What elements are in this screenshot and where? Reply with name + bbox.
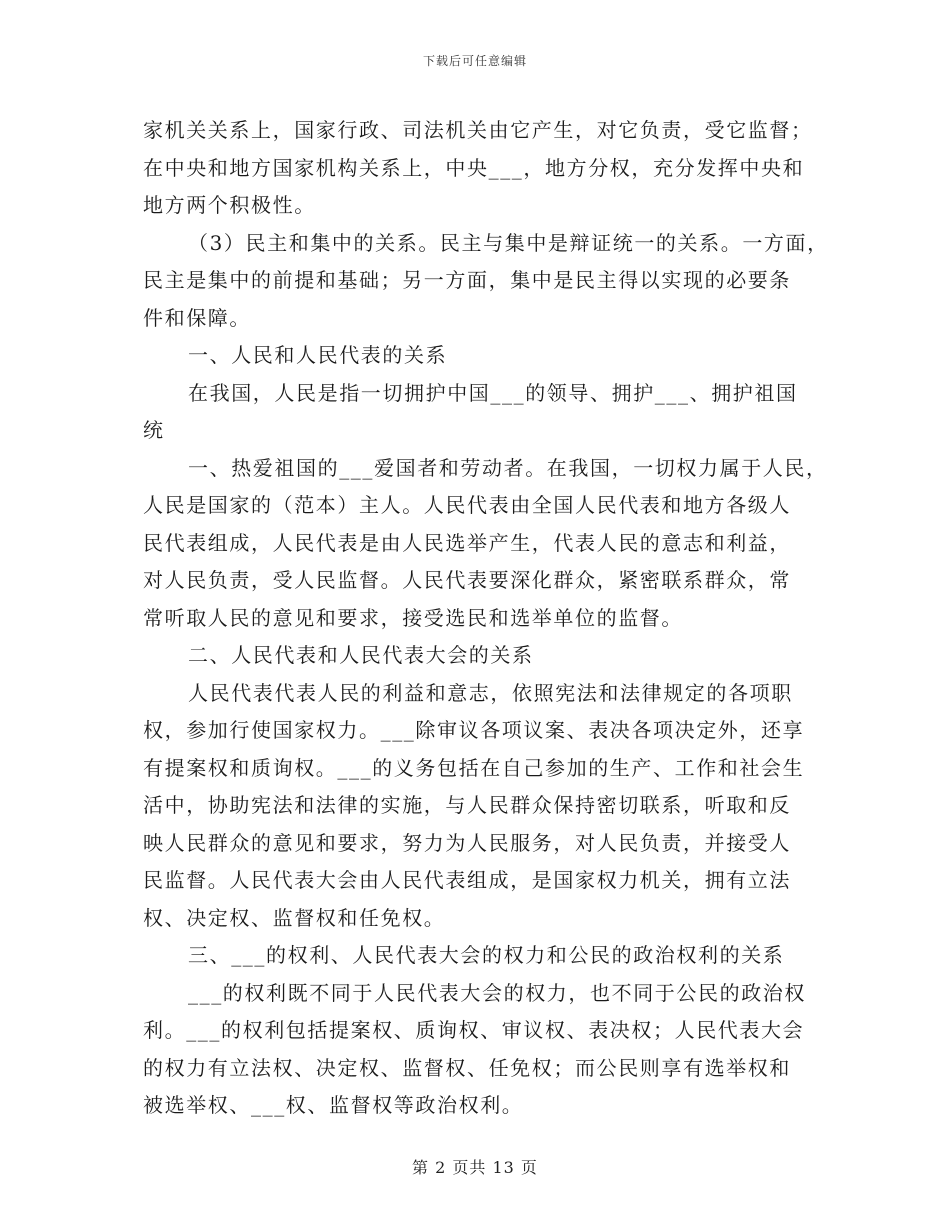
text-line: 利。___的权利包括提案权、质询权、审议权、表决权；人民代表大会 xyxy=(143,1018,805,1042)
text-line: 人民代表代表人民的利益和意志，依照宪法和法律规定的各项职 xyxy=(188,680,793,705)
text-line: 的权力有立法权、决定权、监督权、任免权；而公民则享有选举权和 xyxy=(143,1055,791,1080)
text-line: ___的权利既不同于人民代表大会的权力，也不同于公民的政治权 xyxy=(188,980,806,1005)
text-line: 对人民负责，受人民监督。人民代表要深化群众，紧密联系群众，常 xyxy=(143,568,791,592)
text-line: 在我国，人民是指一切拥护中国___的领导、拥护___、拥护祖国 xyxy=(188,380,798,405)
text-line: 民监督。人民代表大会由人民代表组成，是国家权力机关，拥有立法 xyxy=(143,868,791,892)
document-body xyxy=(143,112,829,1125)
page-header: 下载后可任意编辑 xyxy=(422,54,527,68)
text-line: 件和保障。 xyxy=(143,305,251,330)
text-line: 映人民群众的意见和要求，努力为人民服务，对人民负责，并接受人 xyxy=(143,830,791,855)
text-line: 常听取人民的意见和要求，接受选民和选举单位的监督。 xyxy=(143,605,683,630)
text-line: 地方两个积极性。 xyxy=(143,193,316,217)
text-line: 被选举权、___权、监督权等政治权利。 xyxy=(143,1093,524,1117)
text-line: 一、热爱祖国的___爱国者和劳动者。在我国，一切权力属于人民， xyxy=(188,455,828,480)
text-line: 一、人民和人民代表的关系 xyxy=(188,343,448,367)
text-line: 在中央和地方国家机构关系上，中央___，地方分权，充分发挥中央和 xyxy=(143,155,805,180)
text-line: 有提案权和质询权。___的义务包括在自己参加的生产、工作和社会生 xyxy=(143,755,805,780)
text-line: 家机关关系上，国家行政、司法机关由它产生，对它负责，受它监督； xyxy=(143,118,813,142)
text-line: 人民是国家的（范本）主人。人民代表由全国人民代表和地方各级人 xyxy=(143,493,791,517)
text-line: 统 xyxy=(143,418,165,442)
text-line: 三、___的权利、人民代表大会的权力和公民的政治权利的关系 xyxy=(188,943,785,967)
page-footer: 第 2 页共 13 页 xyxy=(412,1158,538,1177)
text-line: 民主是集中的前提和基础；另一方面，集中是民主得以实现的必要条 xyxy=(143,268,791,292)
text-line: 权、决定权、监督权和任免权。 xyxy=(143,905,446,930)
text-line: 活中，协助宪法和法律的实施，与人民群众保持密切联系，听取和反 xyxy=(143,793,791,817)
text-line: （3）民主和集中的关系。民主与集中是辩证统一的关系。一方面， xyxy=(188,230,829,255)
text-line: 民代表组成，人民代表是由人民选举产生，代表人民的意志和利益， xyxy=(143,530,791,555)
text-line: 二、人民代表和人民代表大会的关系 xyxy=(188,643,534,667)
text-line: 权，参加行使国家权力。___除审议各项议案、表决各项决定外，还享 xyxy=(143,718,805,742)
